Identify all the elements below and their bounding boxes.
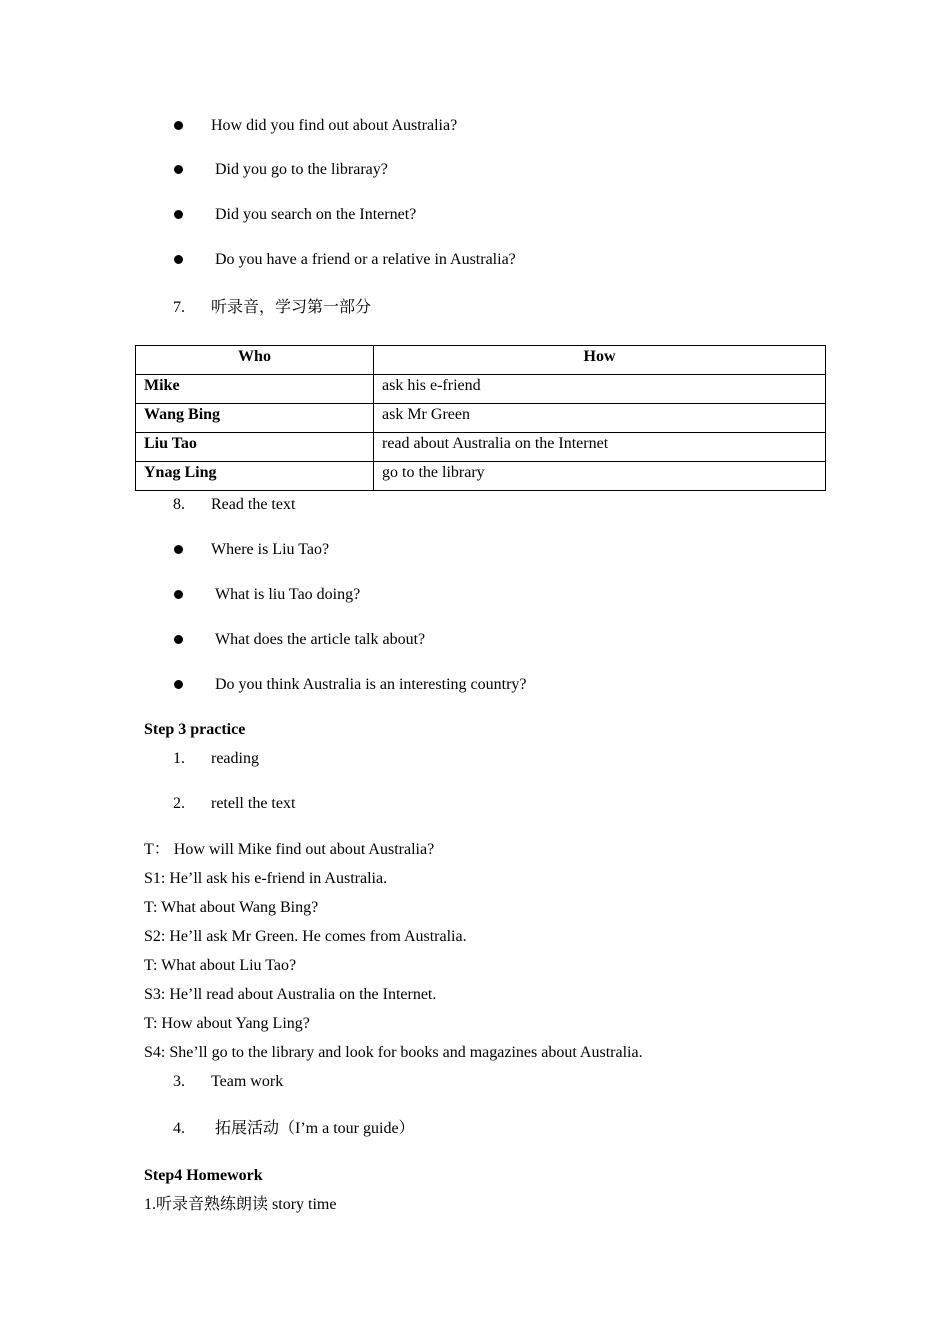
homework-label-en: story time: [268, 1196, 337, 1213]
bullet-dot-icon: [174, 635, 183, 644]
list-item: reading: [211, 750, 259, 767]
list-item: Did you search on the Internet?: [215, 206, 417, 223]
item-number: 3.: [173, 1073, 185, 1090]
table-row: [136, 404, 826, 433]
dialogue-line: S1: He’ll ask his e-friend in Australia.: [144, 870, 388, 887]
table-header-who: Who: [136, 346, 374, 375]
table-cell-who: Ynag Ling: [136, 462, 374, 491]
list-item: Do you have a friend or a relative in Australia?: [215, 251, 516, 268]
table-cell-how: ask Mr Green: [374, 404, 826, 433]
bullet-dot-icon: [174, 255, 183, 264]
list-item: Do you think Australia is an interesting country?: [215, 676, 527, 693]
homework-line: [144, 1195, 336, 1215]
bullet-dot-icon: [174, 680, 183, 689]
list-item: Team work: [211, 1073, 284, 1090]
table-header-how: How: [374, 346, 826, 375]
who-how-table: [135, 345, 826, 491]
list-item: Did you go to the libraray?: [215, 161, 388, 178]
step4-heading: Step4 Homework: [144, 1167, 263, 1184]
tour-guide-label: （I’m a tour guide）: [279, 1120, 415, 1137]
list-item: What is liu Tao doing?: [215, 586, 361, 603]
table-cell-how: ask his e-friend: [374, 375, 826, 404]
bullet-dot-icon: [174, 545, 183, 554]
list-item: How did you find out about Australia?: [211, 117, 458, 134]
extension-activity-label: 拓展活动: [215, 1118, 280, 1137]
table-cell-who: Wang Bing: [136, 404, 374, 433]
table-cell-who: Liu Tao: [136, 433, 374, 462]
list-item: Where is Liu Tao?: [211, 541, 330, 558]
list-item-extension: [215, 1118, 415, 1139]
table-row: [136, 433, 826, 462]
dialogue-line: S4: She’ll go to the library and look for books and magazines about Australia.: [144, 1044, 643, 1061]
table-cell-how: read about Australia on the Internet: [374, 433, 826, 462]
list-item: retell the text: [211, 795, 296, 812]
list-item: What does the article talk about?: [215, 631, 426, 648]
dialogue-line: T: What about Wang Bing?: [144, 899, 319, 916]
table-cell-how: go to the library: [374, 462, 826, 491]
item-number: 8.: [173, 496, 185, 513]
bullet-dot-icon: [174, 165, 183, 174]
dialogue-line: T: What about Liu Tao?: [144, 957, 297, 974]
bullet-dot-icon: [174, 210, 183, 219]
bullet-dot-icon: [174, 590, 183, 599]
item-number: 4.: [173, 1120, 185, 1137]
item-number: 1.: [173, 750, 185, 767]
dialogue-line: T： How will Mike find out about Australia?: [144, 841, 435, 858]
dialogue-line: T: How about Yang Ling?: [144, 1015, 310, 1032]
table-header-row: [136, 346, 826, 375]
item-number: 7.: [173, 299, 185, 316]
section-heading-listen: 听录音，学习第一部分: [211, 297, 372, 316]
section-heading-read: Read the text: [211, 496, 296, 513]
step3-heading: Step 3 practice: [144, 721, 246, 738]
table-row: [136, 462, 826, 491]
dialogue-line: S3: He’ll read about Australia on the Internet.: [144, 986, 437, 1003]
table-row: [136, 375, 826, 404]
homework-label-cn: 1.听录音熟练朗读: [144, 1196, 269, 1213]
dialogue-line: S2: He’ll ask Mr Green. He comes from Australia.: [144, 928, 467, 945]
bullet-dot-icon: [174, 121, 183, 130]
item-number: 2.: [173, 795, 185, 812]
table-cell-who: Mike: [136, 375, 374, 404]
